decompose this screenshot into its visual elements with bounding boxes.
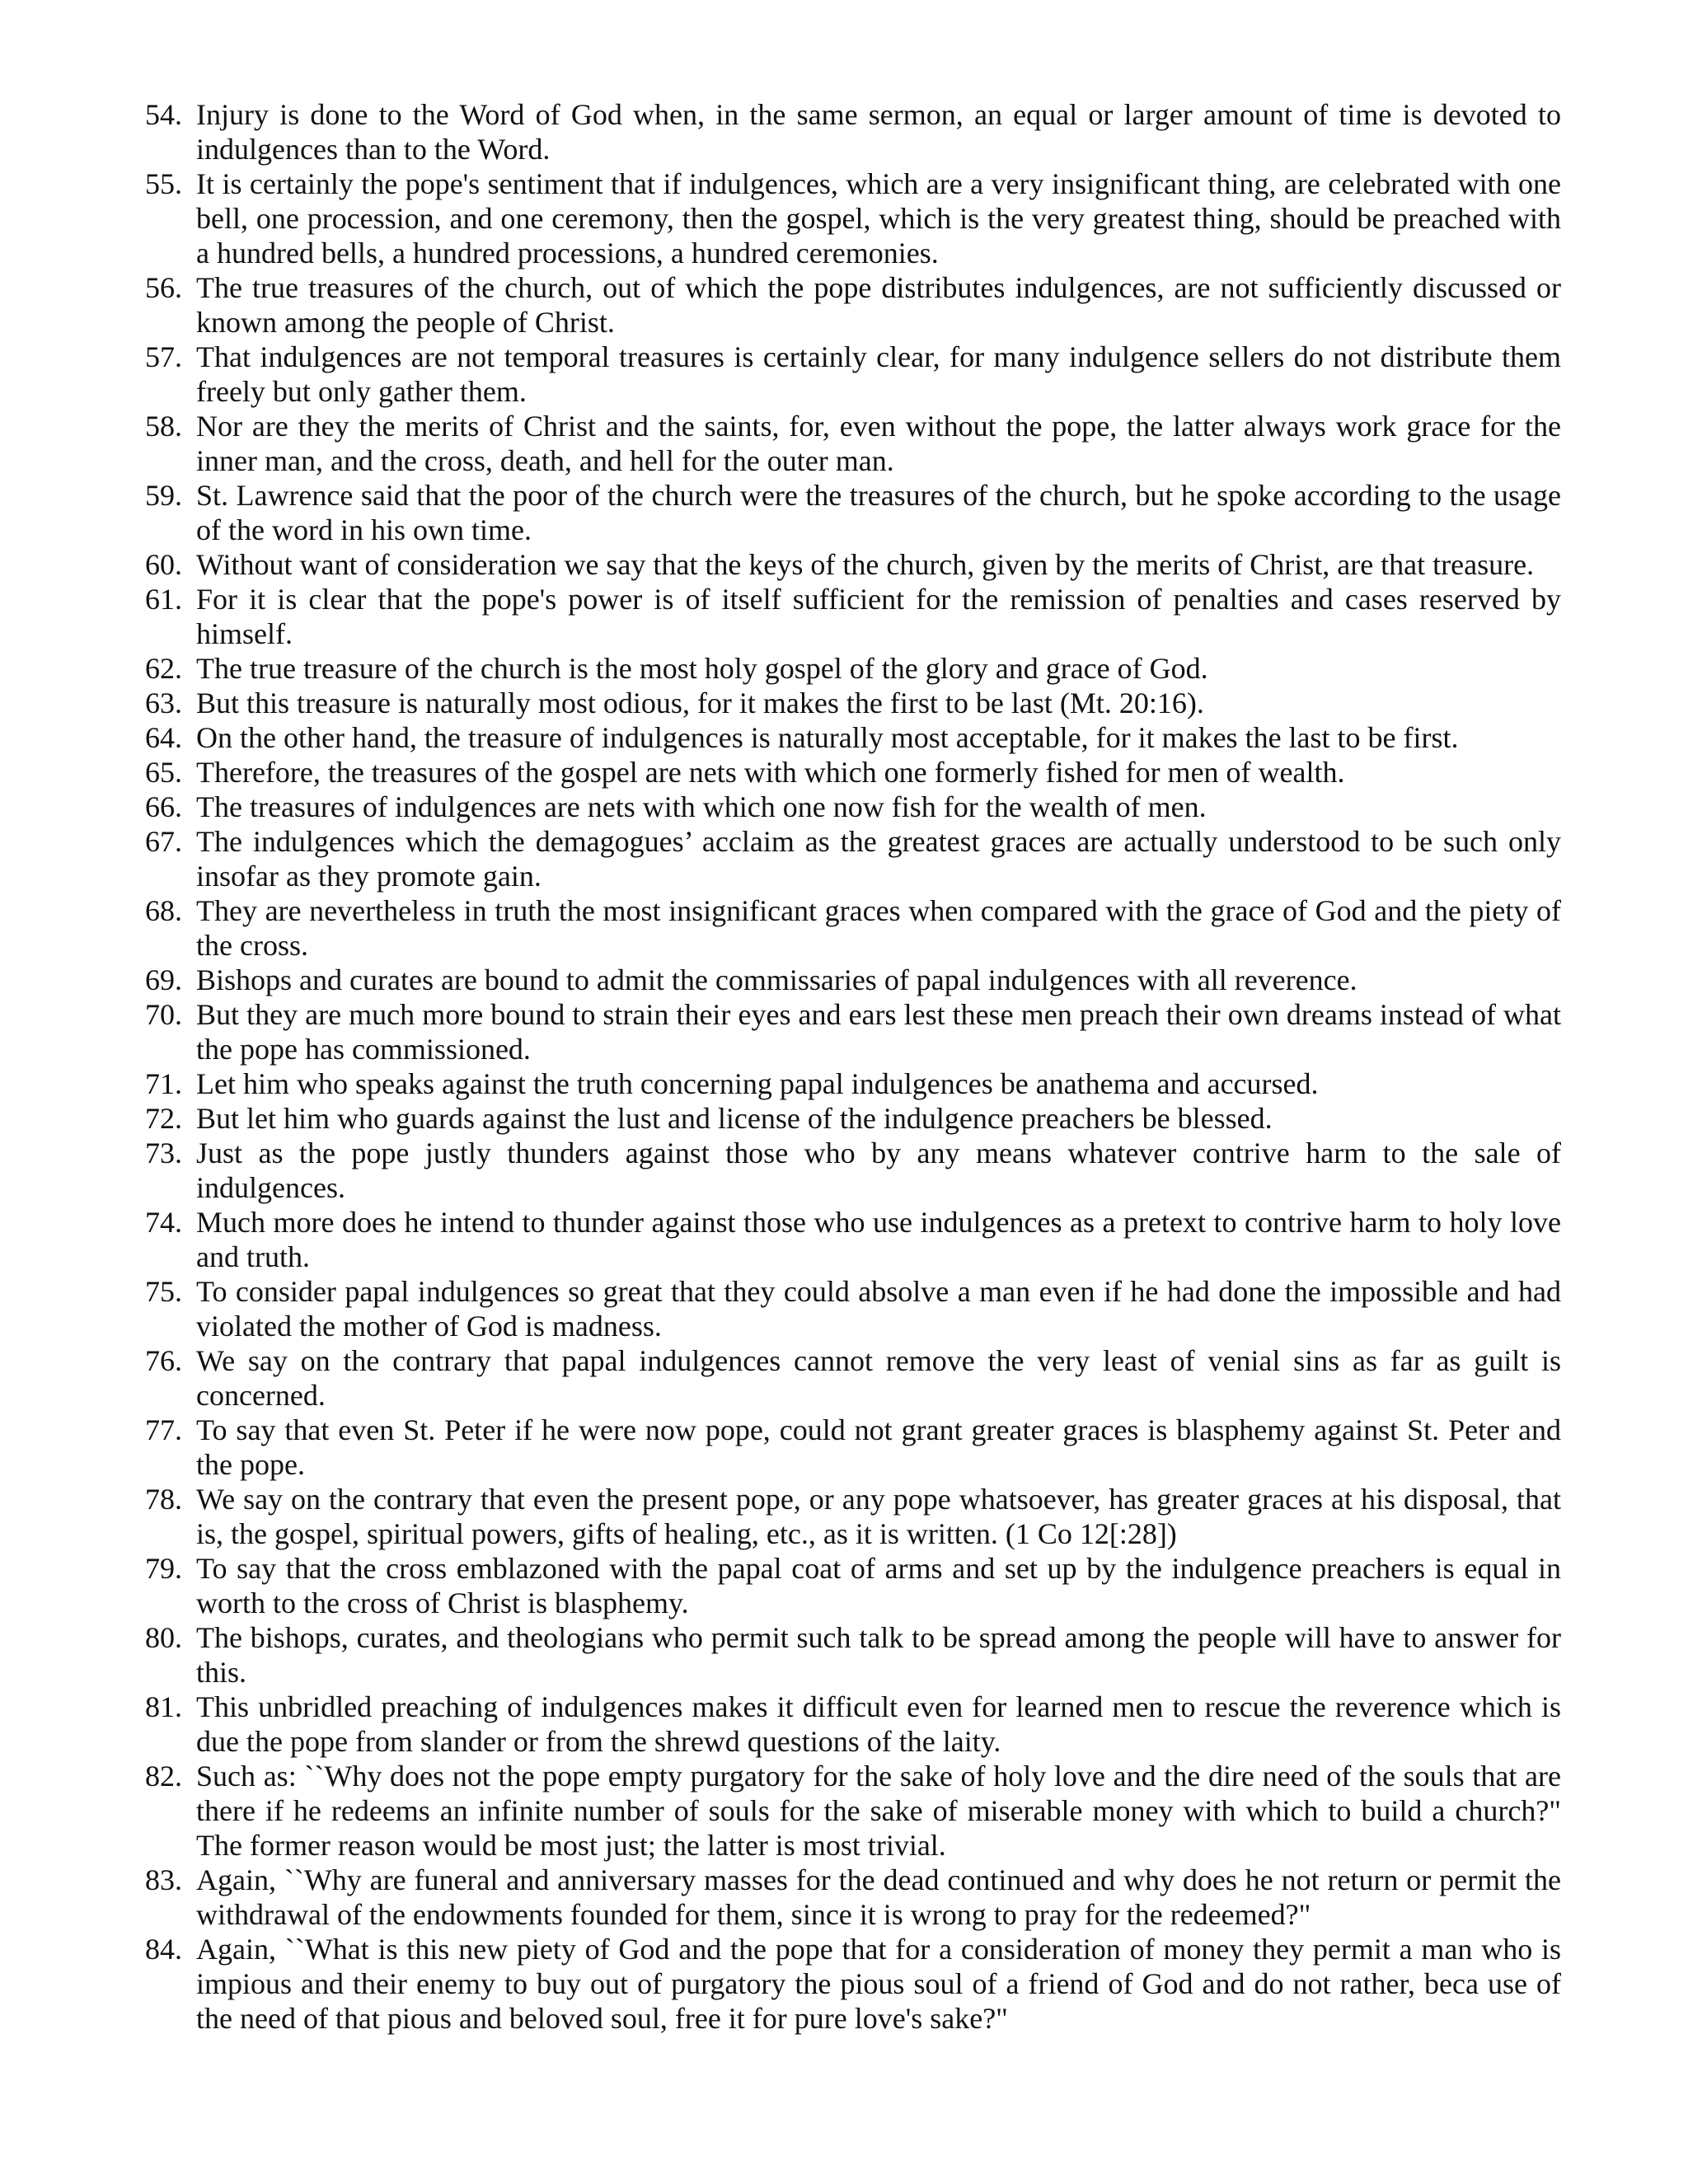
thesis-number: 82. xyxy=(145,1760,182,1793)
thesis-text: But they are much more bound to strain their eyes and ears lest these men preach their own dreams instead of what the pope has commissioned. xyxy=(196,998,1561,1066)
thesis-text: To consider papal indulgences so great that they could absolve a man even if he had done the impossible and had violated the mother of God is madness. xyxy=(196,1275,1561,1343)
thesis-item xyxy=(145,686,1561,720)
thesis-item xyxy=(145,97,1561,166)
thesis-text: The true treasure of the church is the most holy gospel of the glory and grace of God. xyxy=(196,652,1208,685)
thesis-item xyxy=(145,166,1561,270)
thesis-item xyxy=(145,1932,1561,2036)
thesis-item xyxy=(145,1066,1561,1101)
thesis-text: The true treasures of the church, out of which the pope distributes indulgences, are not sufficiently discussed or known among the people of Christ. xyxy=(196,271,1561,339)
thesis-number: 71. xyxy=(145,1067,182,1100)
thesis-item xyxy=(145,790,1561,824)
thesis-number: 56. xyxy=(145,271,182,304)
thesis-number: 75. xyxy=(145,1275,182,1308)
thesis-item xyxy=(145,893,1561,963)
thesis-item xyxy=(145,582,1561,651)
thesis-text: We say on the contrary that papal indulgences cannot remove the very least of venial sins as far as guilt is concerned. xyxy=(196,1344,1561,1412)
thesis-number: 54. xyxy=(145,98,182,131)
thesis-text: It is certainly the pope's sentiment that if indulgences, which are a very insignificant thing, are celebrated with one bell, one procession, and one ceremony, then the gospel, which is the very greatest thing, should be preached with a hundred bells, a hundred processions, a hundred ceremonies. xyxy=(196,167,1561,269)
thesis-text: The indulgences which the demagogues’ acclaim as the greatest graces are actually understood to be such only insofar as they promote gain. xyxy=(196,825,1561,893)
thesis-text: The treasures of indulgences are nets with which one now fish for the wealth of men. xyxy=(196,790,1207,823)
thesis-item xyxy=(145,270,1561,340)
thesis-number: 69. xyxy=(145,963,182,996)
thesis-number: 78. xyxy=(145,1483,182,1516)
thesis-number: 77. xyxy=(145,1413,182,1446)
thesis-number: 76. xyxy=(145,1344,182,1377)
thesis-item xyxy=(145,1690,1561,1759)
thesis-number: 80. xyxy=(145,1621,182,1654)
thesis-text: St. Lawrence said that the poor of the church were the treasures of the church, but he spoke according to the usage of the word in his own time. xyxy=(196,479,1561,546)
thesis-text: Let him who speaks against the truth concerning papal indulgences be anathema and accursed. xyxy=(196,1067,1319,1100)
thesis-item xyxy=(145,1551,1561,1620)
thesis-item xyxy=(145,340,1561,409)
thesis-item xyxy=(145,997,1561,1066)
thesis-item xyxy=(145,1136,1561,1205)
thesis-item xyxy=(145,1274,1561,1343)
thesis-text: Therefore, the treasures of the gospel are nets with which one formerly fished for men of wealth. xyxy=(196,756,1345,789)
thesis-text: Nor are they the merits of Christ and the saints, for, even without the pope, the latter always work grace for the inner man, and the cross, death, and hell for the outer man. xyxy=(196,410,1561,477)
thesis-number: 61. xyxy=(145,583,182,616)
thesis-text: Again, ``What is this new piety of God and the pope that for a consideration of money they permit a man who is impious and their enemy to buy out of purgatory the pious soul of a friend of God and do not rather, beca use of the need of that pious and beloved soul, free it for pure love's sake?" xyxy=(196,1933,1561,2035)
thesis-number: 57. xyxy=(145,340,182,373)
thesis-number: 59. xyxy=(145,479,182,512)
thesis-text: They are nevertheless in truth the most insignificant graces when compared with the grace of God and the piety of the cross. xyxy=(196,894,1561,962)
thesis-text: On the other hand, the treasure of indulgences is naturally most acceptable, for it makes the last to be first. xyxy=(196,721,1459,754)
thesis-item xyxy=(145,651,1561,686)
thesis-item xyxy=(145,720,1561,755)
thesis-text: But let him who guards against the lust and license of the indulgence preachers be blessed. xyxy=(196,1102,1273,1135)
thesis-number: 81. xyxy=(145,1690,182,1723)
thesis-number: 70. xyxy=(145,998,182,1031)
thesis-number: 79. xyxy=(145,1552,182,1585)
thesis-text: For it is clear that the pope's power is of itself sufficient for the remission of penalties and cases reserved by himself. xyxy=(196,583,1561,650)
thesis-text: Just as the pope justly thunders against those who by any means whatever contrive harm to the sale of indulgences. xyxy=(196,1137,1561,1204)
thesis-item xyxy=(145,1101,1561,1136)
document-page xyxy=(145,97,1561,2036)
thesis-item xyxy=(145,1863,1561,1932)
thesis-number: 68. xyxy=(145,894,182,927)
thesis-number: 55. xyxy=(145,167,182,200)
thesis-text: This unbridled preaching of indulgences makes it difficult even for learned men to rescue the reverence which is due the pope from slander or from the shrewd questions of the laity. xyxy=(196,1690,1561,1758)
thesis-number: 73. xyxy=(145,1137,182,1169)
thesis-number: 65. xyxy=(145,756,182,789)
thesis-number: 60. xyxy=(145,548,182,581)
thesis-text: Injury is done to the Word of God when, in the same sermon, an equal or larger amount of time is devoted to indulgences than to the Word. xyxy=(196,98,1561,166)
thesis-text: To say that the cross emblazoned with the papal coat of arms and set up by the indulgence preachers is equal in worth to the cross of Christ is blasphemy. xyxy=(196,1552,1561,1619)
thesis-text: The bishops, curates, and theologians who permit such talk to be spread among the people will have to answer for this. xyxy=(196,1621,1561,1689)
thesis-item xyxy=(145,1205,1561,1274)
thesis-text: Much more does he intend to thunder against those who use indulgences as a pretext to contrive harm to holy love and truth. xyxy=(196,1206,1561,1273)
thesis-item xyxy=(145,1413,1561,1482)
thesis-item xyxy=(145,963,1561,997)
thesis-item xyxy=(145,1620,1561,1690)
thesis-item xyxy=(145,1343,1561,1413)
theses-list xyxy=(145,97,1561,2036)
thesis-number: 74. xyxy=(145,1206,182,1239)
thesis-text: We say on the contrary that even the present pope, or any pope whatsoever, has greater graces at his disposal, that is, the gospel, spiritual powers, gifts of healing, etc., as it is written. (1 Co 12[:28]) xyxy=(196,1483,1561,1550)
thesis-text: Bishops and curates are bound to admit the commissaries of papal indulgences with all reverence. xyxy=(196,963,1357,996)
thesis-text: Such as: ``Why does not the pope empty purgatory for the sake of holy love and the dire need of the souls that are there if he redeems an infinite number of souls for the sake of miserable money with which to build a church?" The former reason would be most just; the latter is most trivial. xyxy=(196,1760,1561,1862)
thesis-number: 72. xyxy=(145,1102,182,1135)
thesis-item xyxy=(145,547,1561,582)
thesis-number: 66. xyxy=(145,790,182,823)
thesis-number: 84. xyxy=(145,1933,182,1966)
thesis-number: 64. xyxy=(145,721,182,754)
thesis-text: Without want of consideration we say that the keys of the church, given by the merits of Christ, are that treasure. xyxy=(196,548,1535,581)
thesis-number: 58. xyxy=(145,410,182,443)
thesis-number: 67. xyxy=(145,825,182,858)
thesis-item xyxy=(145,1759,1561,1863)
thesis-item xyxy=(145,409,1561,478)
thesis-item xyxy=(145,1482,1561,1551)
thesis-text: But this treasure is naturally most odious, for it makes the first to be last (Mt. 20:16). xyxy=(196,687,1204,719)
thesis-text: Again, ``Why are funeral and anniversary masses for the dead continued and why does he not return or permit the withdrawal of the endowments founded for them, since it is wrong to pray for the redeemed?" xyxy=(196,1863,1561,1931)
thesis-item xyxy=(145,478,1561,547)
thesis-text: That indulgences are not temporal treasures is certainly clear, for many indulgence sellers do not distribute them freely but only gather them. xyxy=(196,340,1561,408)
thesis-text: To say that even St. Peter if he were now pope, could not grant greater graces is blasphemy against St. Peter and the pope. xyxy=(196,1413,1561,1481)
thesis-number: 63. xyxy=(145,687,182,719)
thesis-number: 83. xyxy=(145,1863,182,1896)
thesis-number: 62. xyxy=(145,652,182,685)
thesis-item xyxy=(145,755,1561,790)
thesis-item xyxy=(145,824,1561,893)
